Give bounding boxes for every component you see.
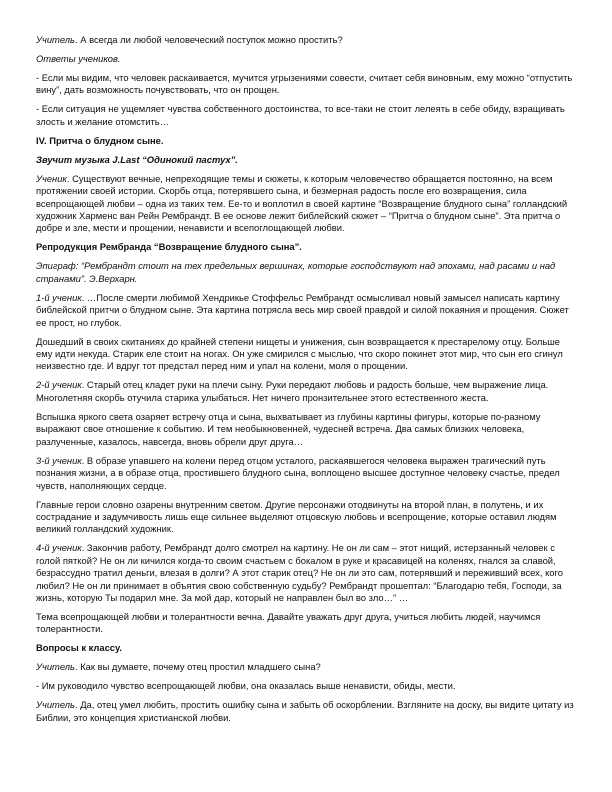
music-note: Звучит музыка J.Last “Одинокий пастух”. — [36, 153, 238, 165]
answer-paragraph: - Если мы видим, что человек раскаивается, мучится угрызениями совести, считает себя виновным, ему можно “отпустить вину”, дать возможность почувствовать, что он прощен. — [36, 72, 573, 96]
questions-heading: Вопросы к классу. — [36, 642, 123, 654]
section-heading: IV. Притча о блудном сыне. — [36, 134, 164, 146]
student-paragraph: 4-й ученик. Закончив работу, Рембрандт долго смотрел на картину. Не он ли сам – этот нищий, истерзанный человек с голой пяткой? Не он ли кичился когда-то своим счастьем с бокалом в руке и красавицей на коленях, гнался за славой, безрассудно тратил деньги, влезая в долги? А этот старик отец? Не он ли это сам, потерявший и переживший всех, кого любил? Не он ли принимает в объятия свою собственную судьбу? Рембрандт прошептал: “Благодарю тебя, Господи, за жизнь, которую Ты подарил мне. За мой дар, который не направлен был во зло…” … — [36, 542, 563, 603]
speaker-label: Ученик — [36, 172, 67, 184]
student-paragraph: 1-й ученик. …После смерти любимой Хендрикье Стоффельс Рембрандт осмысливал новый замысел написать картину библейской притчи о блудном сыне. Эта картина потрясла весь мир своей правдой и силой покаяния и прощения. Сюжет ее прост, но глубок. — [36, 291, 569, 328]
answer-paragraph: - Если ситуация не ущемляет чувства собственного достоинства, то все-таки не стоит лелеять в себе обиду, взращивать злость и желание отомстить… — [36, 103, 565, 127]
student-paragraph: 2-й ученик. Старый отец кладет руки на плечи сыну. Руки передают любовь и радость больше, чем выражение лица. Многолетняя скорбь отучила старика улыбаться. Нет ничего пронзительнее этого естественного жеста. — [36, 379, 549, 403]
speaker-label: 3-й ученик — [36, 454, 82, 466]
answer-paragraph: - Им руководило чувство всепрощающей любви, она оказалась выше ненависти, обиды, мести. — [36, 680, 456, 692]
epigraph: Эпиграф: “Рембрандт стоит на тех предельных вершинах, которые господствуют над эпохами, над расами и над странами”. Э.Верхарн. — [36, 260, 556, 284]
teacher-question: Учитель. Как вы думаете, почему отец простил младшего сына? — [36, 661, 321, 673]
speaker-label: Учитель — [36, 34, 75, 45]
speaker-label: 1-й ученик — [36, 291, 82, 303]
document-page — [36, 34, 578, 731]
speaker-label: 2-й ученик — [36, 379, 82, 391]
body-paragraph: Главные герои словно озарены внутренним светом. Другие персонажи отодвинуты на второй план, в полутень, и их сострадание и задумчивость лишь еще сильнее выделяют отцовскую любовь и всепрощение, которые оставил людям великий голландский художник. — [36, 498, 557, 535]
speaker-label: Учитель — [36, 661, 75, 673]
student-paragraph: 3-й ученик. В образе упавшего на колени перед отцом усталого, раскаявшегося человека выражен трагический путь познания жизни, а в образе отца, простившего блудного сына, воплощено высшее доступное человеку счастье, предел чувств, наполняющих сердце. — [36, 454, 560, 491]
body-paragraph: Тема всепрощающей любви и толерантности вечна. Давайте уважать друг друга, учиться любить людей, научимся толерантности. — [36, 610, 541, 635]
body-paragraph: Вспышка яркого света озаряет встречу отца и сына, выхватывает из глубины картины фигуры, которые по-разному выражают свое отношение к событию. И тем необыкновенней, чудесней встреча. Два самых близких человека, разлученные, казалось, навсегда, вновь обрели друг друга… — [36, 410, 541, 447]
student-paragraph: Ученик. Существуют вечные, непреходящие темы и сюжеты, к которым человечество обращается постоянно, на всем протяжении своей истории. Скорбь отца, потерявшего сына, и безмерная радость после его возвращения, сила всепрощающей любви – одна из таких тем. Ее-то и воплотил в своей картине “Возвращение блудного сына” голландский художник Харменс ван Рейн Рембрандт. В ее основе лежит библейский сюжет – “Притча о блудном сыне”. Эта притча о добре и зле, мести и прощении, ненависти и всепоглощающей любви. — [36, 172, 568, 234]
speaker-label: Учитель — [36, 699, 75, 711]
teacher-question: Учитель. А всегда ли любой человеческий поступок можно простить? — [36, 34, 343, 45]
students-answers-label: Ответы учеников. — [36, 53, 121, 64]
body-paragraph: Дошедший в своих скитаниях до крайней степени нищеты и унижения, сын возвращается к престарелому отцу. Больше ему идти некуда. Старик еле стоит на ногах. Он уже смирился с мыслью, что скоро покинет этот мир, что сын его сгинул неизвестно где. И вдруг тот предстал перед ним и упал на колени, моля о прощении. — [36, 335, 563, 372]
teacher-paragraph: Учитель. Да, отец умел любить, простить ошибку сына и забыть об оскорблении. Взгляните на доску, вы видите цитату из Библии, это концепция христианской любви. — [36, 699, 574, 723]
speaker-label: 4-й ученик — [36, 542, 82, 554]
reproduction-heading: Репродукция Рембранда “Возвращение блудного сына”. — [36, 241, 302, 253]
